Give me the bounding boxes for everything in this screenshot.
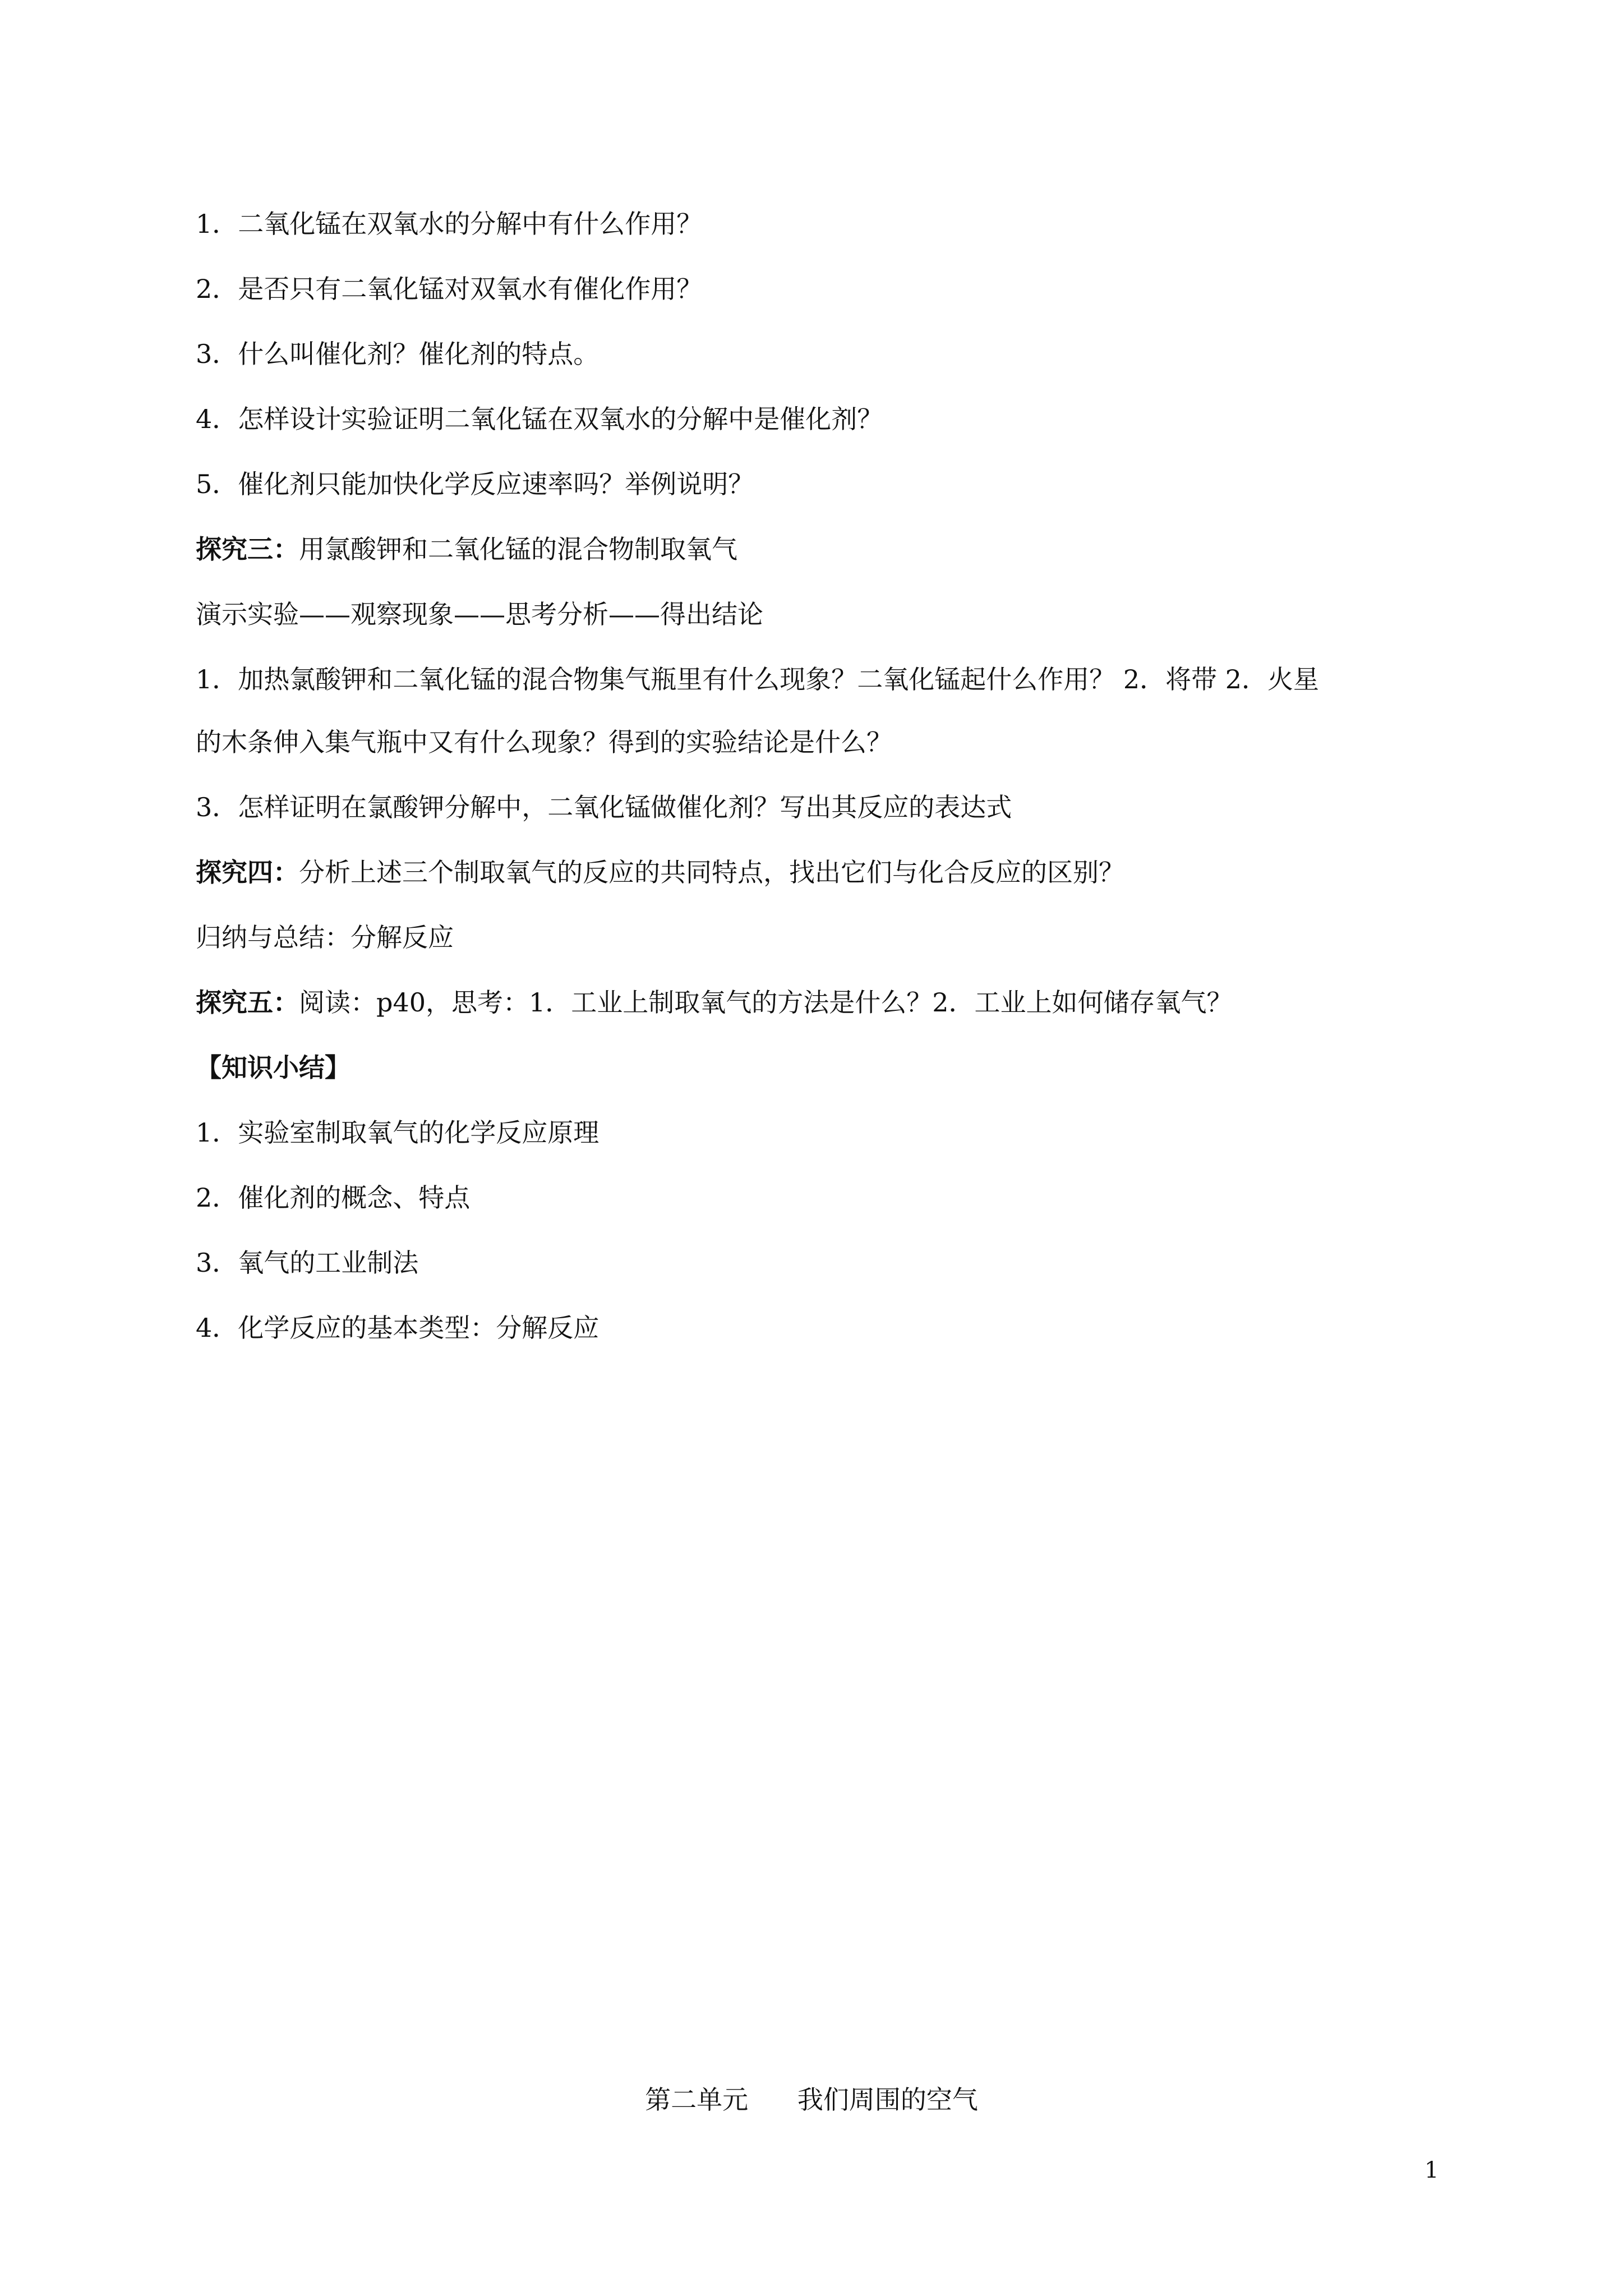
line-text: 5．催化剂只能加快化学反应速率吗？举例说明？ (196, 469, 754, 499)
line-text: 3．怎样证明在氯酸钾分解中，二氧化锰做催化剂？写出其反应的表达式 (196, 792, 1012, 822)
line-text: 演示实验——观察现象——思考分析——得出结论 (196, 599, 763, 629)
question-line (196, 791, 1458, 823)
question-line (196, 208, 1458, 240)
document-body (196, 208, 1458, 1377)
page-number: 1 (1424, 2157, 1439, 2183)
line-text: 分析上述三个制取氧气的反应的共同特点，找出它们与化合反应的区别？ (299, 857, 1124, 887)
section-heading-explore-5 (196, 986, 1458, 1019)
section-label: 探究五： (196, 987, 299, 1018)
section-label: 探究三： (196, 534, 299, 564)
line-text: 归纳与总结：分解反应 (196, 922, 454, 953)
line-text: 3．什么叫催化剂？催化剂的特点。 (196, 339, 600, 369)
line-text: 的木条伸入集气瓶中又有什么现象？得到的实验结论是什么？ (196, 727, 892, 757)
summary-item (196, 1116, 1458, 1149)
line-text: 阅读：p40，思考：1．工业上制取氧气的方法是什么？2．工业上如何储存氧气？ (299, 987, 1233, 1018)
line-text: 用氯酸钾和二氧化锰的混合物制取氧气 (299, 534, 737, 564)
section-heading-explore-4 (196, 856, 1458, 889)
page-footer (0, 2083, 1623, 2116)
section-heading-explore-3 (196, 533, 1458, 565)
question-line (196, 273, 1458, 305)
text-line (196, 598, 1458, 631)
line-text: 4．化学反应的基本类型：分解反应 (196, 1313, 600, 1343)
question-line (196, 468, 1458, 500)
question-line-continued (196, 726, 1458, 758)
summary-item (196, 1181, 1458, 1214)
footer-title: 我们周围的空气 (797, 2085, 978, 2115)
line-text: 4．怎样设计实验证明二氧化锰在双氧水的分解中是催化剂？ (196, 404, 883, 434)
section-label: 【知识小结】 (196, 1052, 351, 1083)
question-line (196, 403, 1458, 435)
section-label: 探究四： (196, 857, 299, 887)
footer-unit: 第二单元 (645, 2085, 749, 2115)
line-text: 3．氧气的工业制法 (196, 1248, 419, 1278)
line-text: 2．催化剂的概念、特点 (196, 1182, 471, 1213)
summary-item (196, 1312, 1458, 1344)
summary-item (196, 1246, 1458, 1279)
line-text: 1．二氧化锰在双氧水的分解中有什么作用？ (196, 209, 703, 239)
line-text: 2．是否只有二氧化锰对双氧水有催化作用？ (196, 274, 703, 304)
line-text: 1．加热氯酸钾和二氧化锰的混合物集气瓶里有什么现象？二氧化锰起什么作用？ 2．将带 2．火星 (196, 664, 1320, 694)
text-line (196, 921, 1458, 954)
line-text: 1．实验室制取氧气的化学反应原理 (196, 1117, 600, 1148)
question-line (196, 338, 1458, 370)
question-line (196, 663, 1458, 696)
section-heading-summary (196, 1051, 1458, 1084)
